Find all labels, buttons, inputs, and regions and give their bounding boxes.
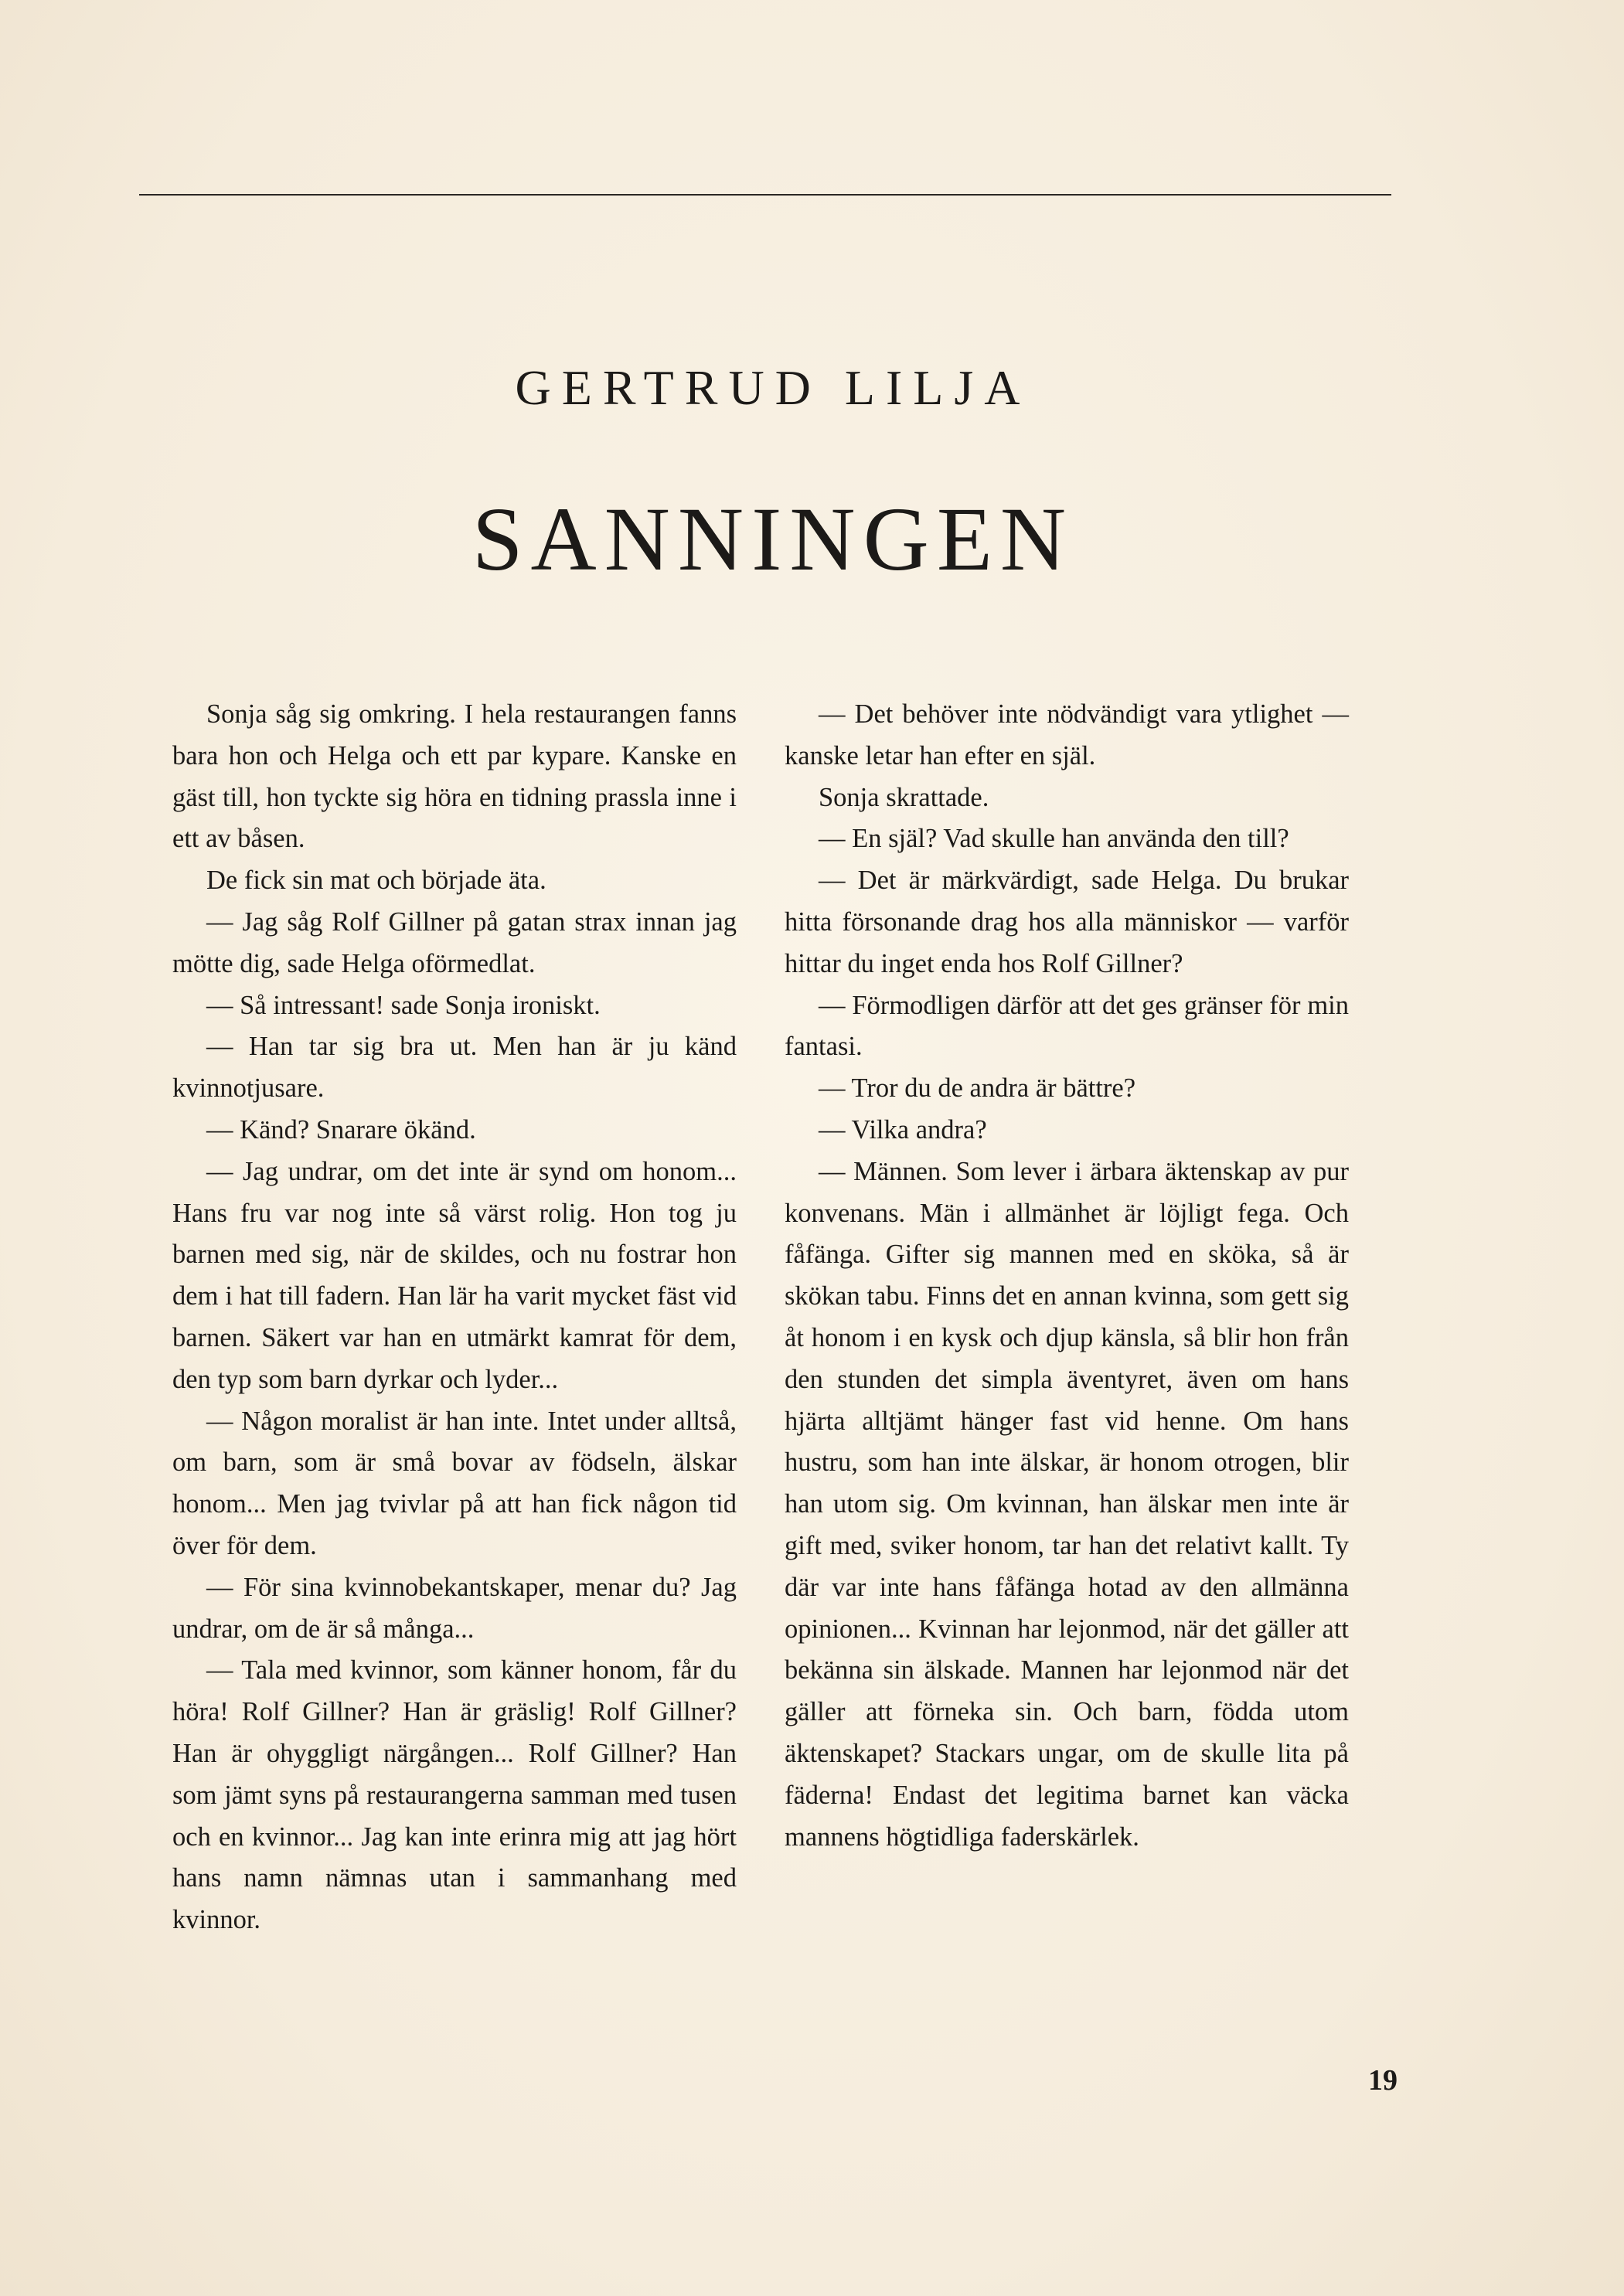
author-name: GERTRUD LILJA: [515, 360, 1031, 415]
paragraph: De fick sin mat och började äta.: [206, 866, 546, 896]
paragraph: — Jag undrar, om det inte är synd om honom... Hans fru var nog inte så värst rolig. Hon tog ju barnen med sig, när de skildes, och nu fostrar hon dem i hat till fadern. Han lär ha varit mycket fäst vid barnen. Säkert var han en utmärkt kamrat för dem, den typ som barn dyrkar och lyder...: [172, 1156, 737, 1394]
paragraph: — Förmodligen därför att det ges gränser för min fantasi.: [785, 990, 1349, 1062]
paragraph: — Känd? Snarare ökänd.: [206, 1114, 476, 1145]
paragraph: — Tala med kvinnor, som känner honom, får du höra! Rolf Gillner? Han är gräslig! Rolf Gillner? Han är ohyggligt närgången... Rolf Gillner? Han som jämt syns på restaurangerna samman med tusen och en kvinnor... Jag kan inte erinra mig att jag hört hans namn nämnas utan i sammanhang med kvinnor.: [172, 1655, 737, 1935]
paragraph: Sonja såg sig omkring. I hela restaurangen fanns bara hon och Helga och ett par kypare. Kanske en gäst till, hon tyckte sig höra en tidning prassla inne i ett av båsen.: [172, 699, 737, 854]
header-rule: [139, 194, 1391, 196]
paragraph: — En själ? Vad skulle han använda den till?: [819, 824, 1289, 854]
paragraph: — Det behöver inte nödvändigt vara ytlighet — kanske letar han efter en själ.: [785, 699, 1349, 770]
paragraph: — För sina kvinnobekantskaper, menar du? Jag undrar, om de är så många...: [172, 1572, 737, 1644]
paragraph: Sonja skrattade.: [819, 782, 989, 812]
paragraph: — Männen. Som lever i ärbara äktenskap av pur konvenans. Män i allmänhet är löjligt fega. Och fåfänga. Gifter sig mannen med en sköka, så är skökan tabu. Finns det en annan kvinna, som gett sig åt honom i en kysk och djup känsla, så blir hon från den stunden det simpla äventyret, även om hans hjärta alltjämt hänger fast vid henne. Om hans hustru, som han inte älskar, är honom otrogen, blir han utom sig. Om kvinnan, han älskar men inte är gift med, sviker honom, tar han det relativt kallt. Ty där var inte hans fåfänga hotad av den allmänna opinionen... Kvinnan har lejonmod, när det gäller att bekänna sin älskade. Mannen har lejonmod när det gäller att förneka sin. Och barn, födda utom äktenskapet? Stackars ungar, om de skulle lita på fäderna! Endast det legitima barnet kan väcka mannens högtidliga faderskärlek.: [785, 1156, 1349, 1852]
paragraph: — Det är märkvärdigt, sade Helga. Du brukar hitta försonande drag hos alla människor — varför hittar du inget enda hos Rolf Gillner?: [785, 866, 1349, 978]
article-title: SANNINGEN: [472, 488, 1074, 590]
paragraph: — Så intressant! sade Sonja ironiskt.: [206, 990, 601, 1020]
paragraph: — Han tar sig bra ut. Men han är ju känd kvinnotjusare.: [172, 1032, 737, 1104]
paragraph: — Någon moralist är han inte. Intet under alltså, om barn, som är små bovar av födseln, älskar honom... Men jag tvivlar på att han fick någon tid över för dem.: [172, 1406, 737, 1560]
right-column: [785, 694, 1349, 1858]
paragraph: — Vilka andra?: [819, 1114, 987, 1145]
paragraph: — Jag såg Rolf Gillner på gatan strax innan jag mötte dig, sade Helga oförmedlat.: [172, 906, 737, 978]
paragraph: — Tror du de andra är bättre?: [819, 1073, 1136, 1104]
page-number: 19: [1368, 2064, 1398, 2097]
left-column: [172, 694, 737, 1941]
